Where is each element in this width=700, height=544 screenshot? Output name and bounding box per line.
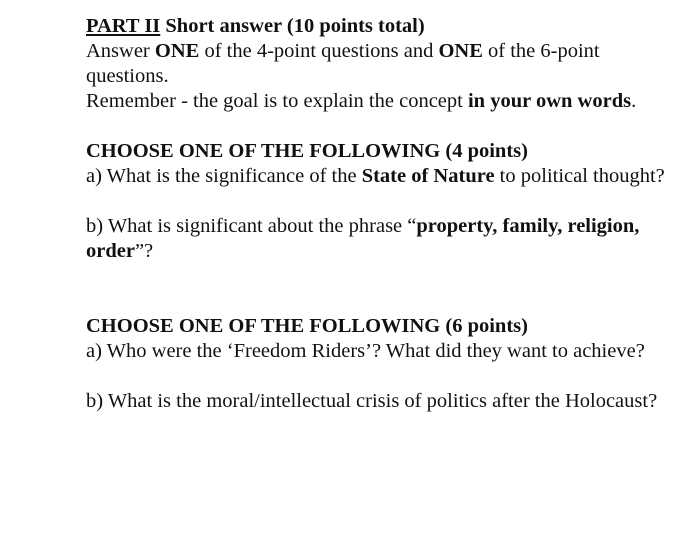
section-heading: CHOOSE ONE OF THE FOLLOWING (4 points) xyxy=(86,140,528,162)
question-emphasis: property, family, religion, order xyxy=(86,215,640,262)
question-2b: b) What is the moral/intellectual crisis of politics after the Holocaust? xyxy=(86,390,658,412)
question-text: ”? xyxy=(134,240,154,262)
section2-heading xyxy=(86,314,676,339)
emphasis-one: ONE xyxy=(154,40,200,62)
instructions-text: Remember - the goal is to explain the concept xyxy=(86,90,468,112)
emphasis-one: ONE xyxy=(438,40,483,62)
question-text: to political thought? xyxy=(494,165,665,187)
instructions-text: of the 6-point questions. xyxy=(86,40,600,87)
instructions-text: Answer xyxy=(86,40,155,62)
emphasis-own-words: in your own words xyxy=(467,90,632,112)
section-heading: CHOOSE ONE OF THE FOLLOWING (6 points) xyxy=(86,315,528,337)
question-text: b) What is significant about the phrase “ xyxy=(86,215,417,237)
instructions-choose xyxy=(86,39,676,89)
instructions-remember xyxy=(86,89,676,114)
instructions-text: . xyxy=(631,90,637,112)
instructions-text: of the 4-point questions and xyxy=(199,40,439,62)
document-body xyxy=(86,14,676,414)
part-title: Short answer (10 points total) xyxy=(160,15,425,37)
question-1a xyxy=(86,164,676,189)
part-label: PART II xyxy=(86,15,161,37)
section1-heading xyxy=(86,139,676,164)
question-1b xyxy=(86,214,676,264)
question-emphasis: State of Nature xyxy=(361,165,495,187)
question-2a: a) Who were the ‘Freedom Riders’? What did they want to achieve? xyxy=(86,340,645,362)
question-text: a) What is the significance of the xyxy=(86,165,362,187)
part-heading xyxy=(86,14,676,39)
